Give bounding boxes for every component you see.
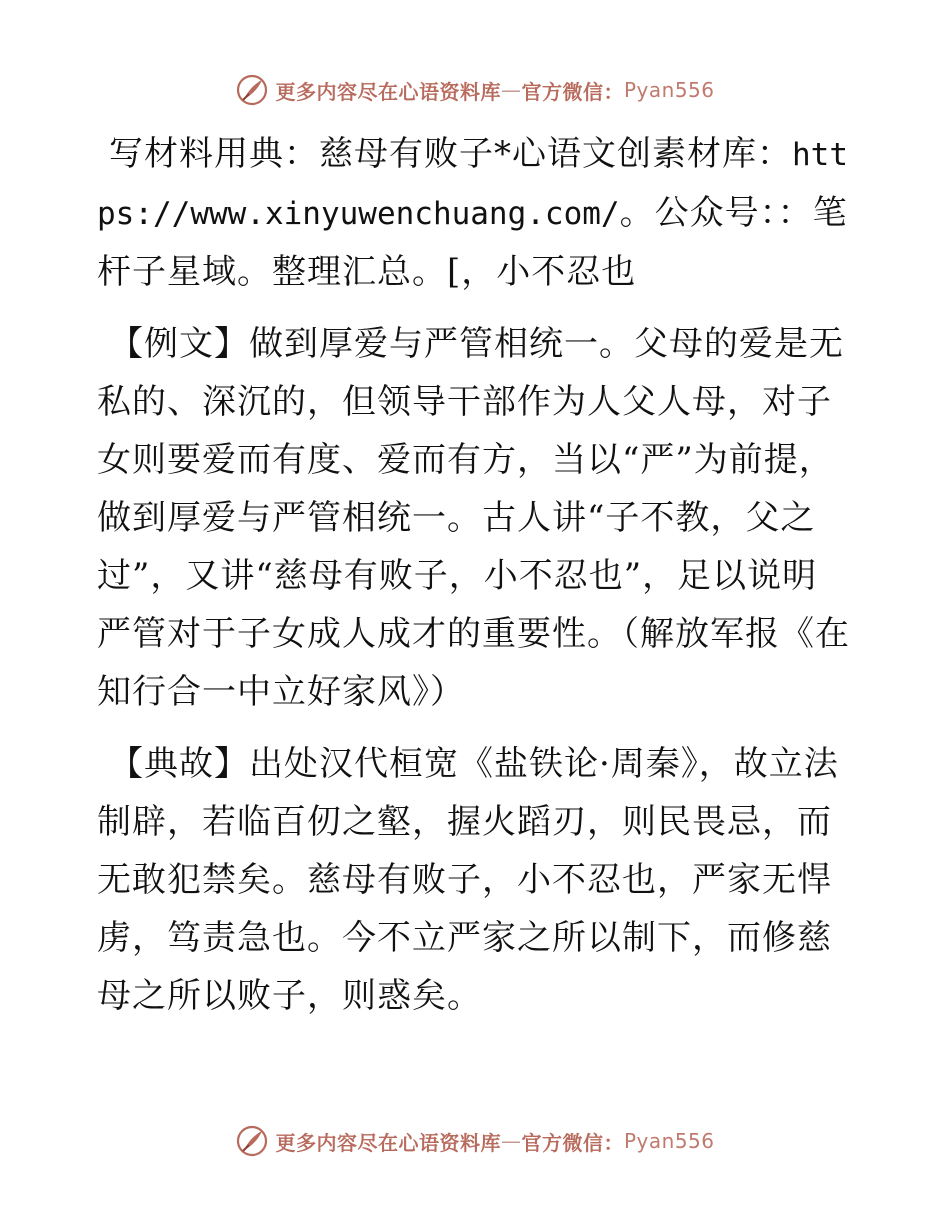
allusion-paragraph: 【典故】出处汉代桓宽《盐铁论·周秦》，故立法制辟，若临百仞之壑，握火蹈刃，则民畏忌，而无敢犯禁矣。慈母有败子，小不忍也，严家无悍虏，笃责急也。今不立严家之所以制下，而修慈母之所以败子，则惑矣。 [97,744,839,1016]
watermark-separator: — [500,78,522,102]
intro-paragraph [97,125,852,301]
intro-url: https://www.xinyuwenchuang.com/ [97,137,848,232]
watermark-official: 官方微信： [521,1130,624,1155]
header-watermark [0,70,950,110]
watermark-handle: Pyan556 [623,1129,715,1153]
example-paragraph: 【例文】做到厚爱与严管相统一。父母的爱是无私的、深沉的，但领导干部作为人父人母，对子女则要爱而有度、爱而有方，当以“严”为前提，做到厚爱与严管相统一。古人讲“子不教，父之过”，又讲“慈母有败子，小不忍也”，足以说明严管对于子女成人成才的重要性。（解放军报《在知行合一中立好家风》） [97,324,850,712]
watermark-main: 更多内容尽在心语资料库 [275,1130,501,1155]
feather-pen-icon [235,1124,269,1158]
footer-watermark [0,1121,950,1161]
intro-text-a: 写材料用典：慈母有败子*心语文创素材库： [109,134,792,174]
watermark-separator: — [500,1129,522,1153]
watermark-main: 更多内容尽在心语资料库 [275,79,501,104]
intro-text-b: 。公众号：：笔杆子星域。整理汇总。[，小不忍也 [97,193,848,292]
document-body [97,125,852,1025]
watermark-official: 官方微信： [521,79,624,104]
feather-pen-icon [235,73,269,107]
watermark-handle: Pyan556 [623,78,715,102]
